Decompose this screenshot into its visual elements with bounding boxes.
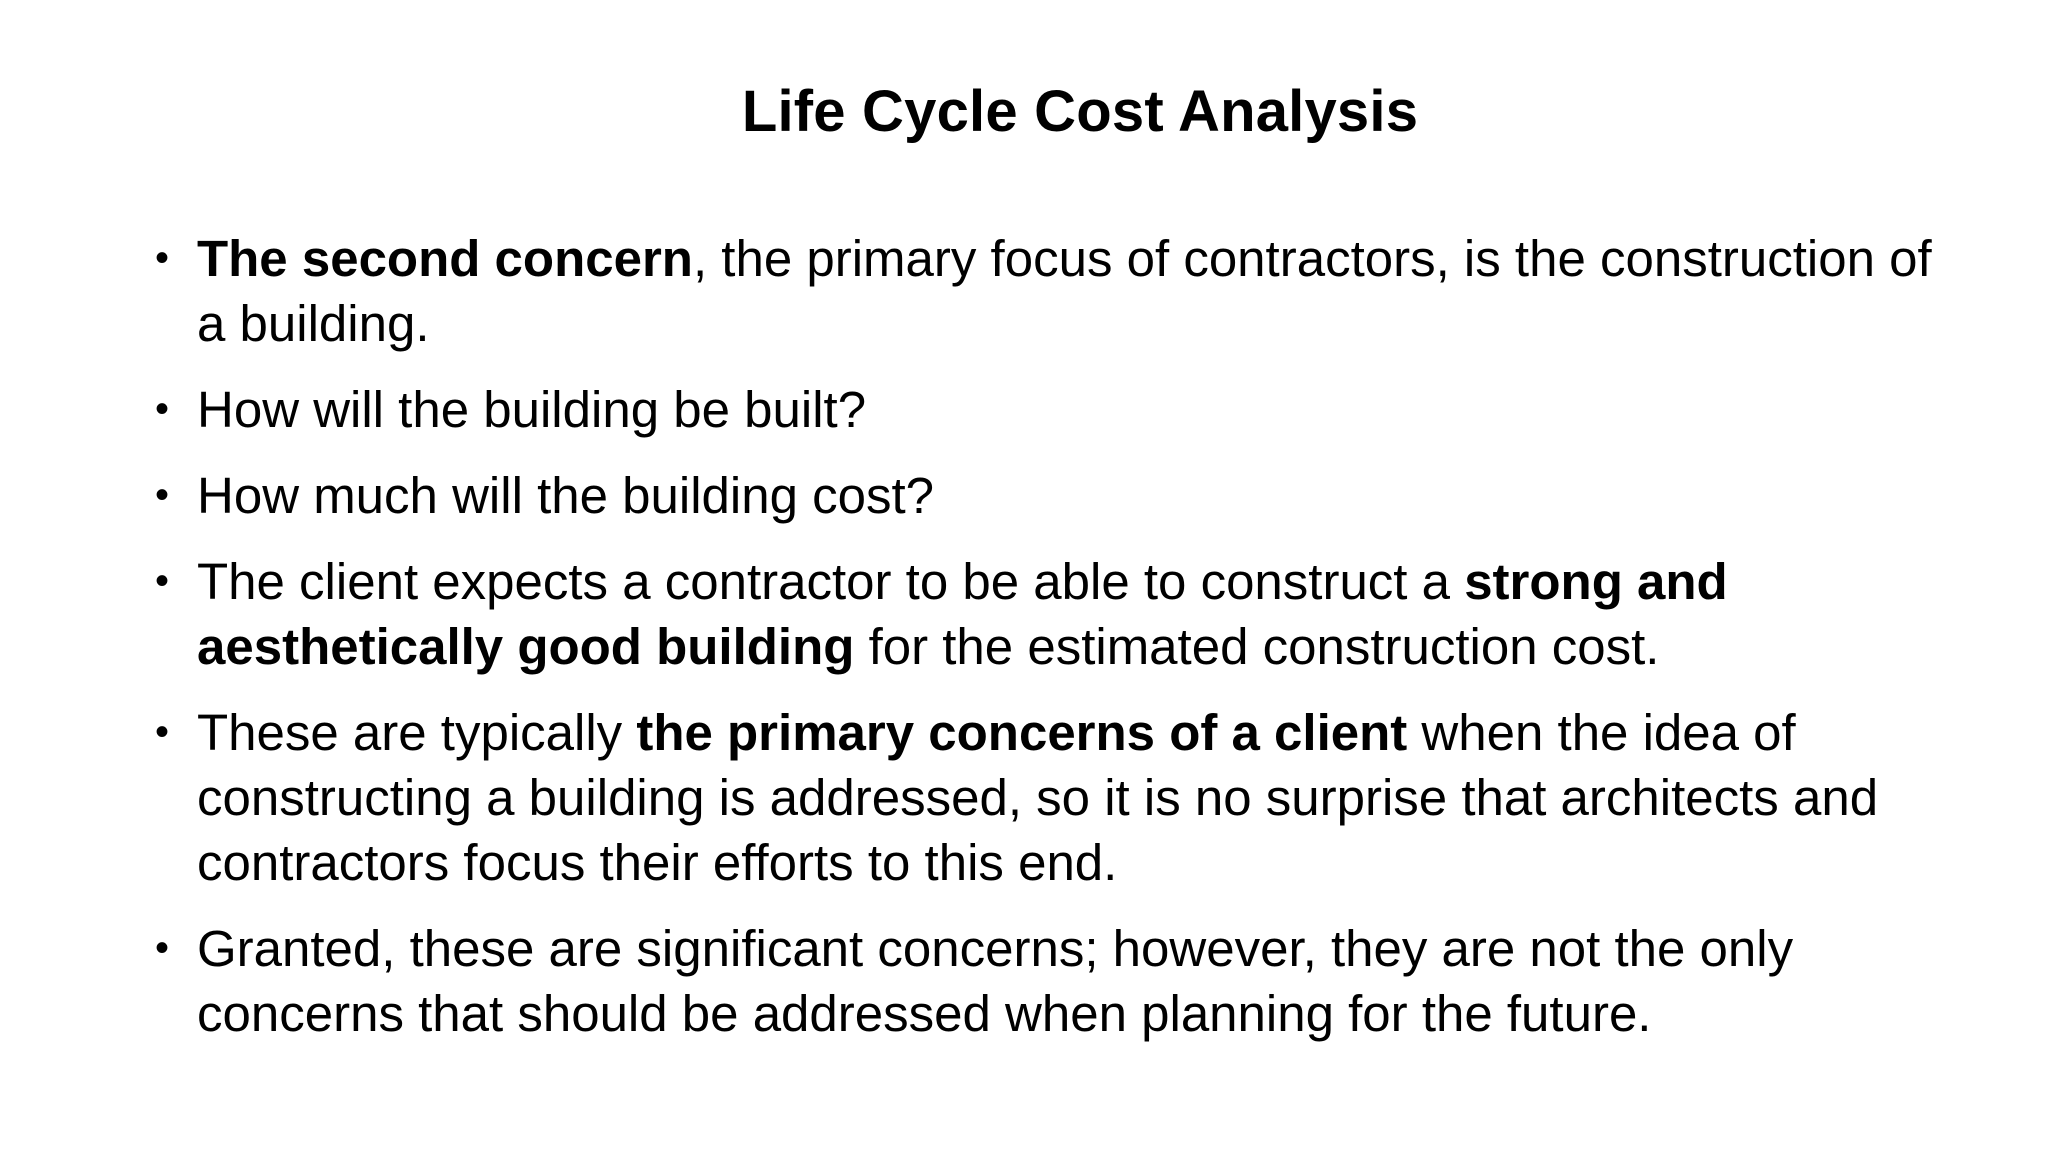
bullet-text-bold: the primary concerns of a client: [636, 704, 1408, 761]
bullet-icon: •: [155, 710, 170, 754]
bullet-text: How much will the building cost?: [197, 467, 935, 524]
slide-title: Life Cycle Cost Analysis: [741, 79, 1419, 144]
bullet-text: for the estimated construction cost.: [854, 618, 1660, 675]
bullet-item: [155, 226, 1955, 356]
bullet-text: , the primary focus of contractors, is the construction of a building.: [197, 230, 1932, 352]
bullet-item: [155, 916, 1955, 1046]
bullet-text: These are typically: [197, 704, 637, 761]
bullet-list: [155, 226, 1955, 1067]
bullet-text-bold: The second concern: [197, 230, 693, 287]
bullet-icon: •: [155, 926, 170, 970]
bullet-text: How will the building be built?: [197, 381, 867, 438]
bullet-icon: •: [155, 559, 170, 603]
bullet-text: The client expects a contractor to be able to construct a: [197, 553, 1465, 610]
bullet-icon: •: [155, 236, 170, 280]
bullet-text: when the idea of constructing a building is addressed, so it is no surprise that architects and contractors focus their efforts to this end.: [197, 704, 1879, 891]
bullet-item: [155, 549, 1955, 679]
bullet-text-bold: strong and aesthetically good building: [197, 553, 1728, 675]
bullet-item: [155, 463, 1955, 528]
bullet-item: [155, 700, 1955, 895]
bullet-icon: •: [155, 473, 170, 517]
bullet-text: Granted, these are significant concerns; however, they are not the only concerns that should be addressed when planning for the future.: [197, 920, 1794, 1042]
bullet-icon: •: [155, 387, 170, 431]
bullet-item: [155, 377, 1955, 442]
